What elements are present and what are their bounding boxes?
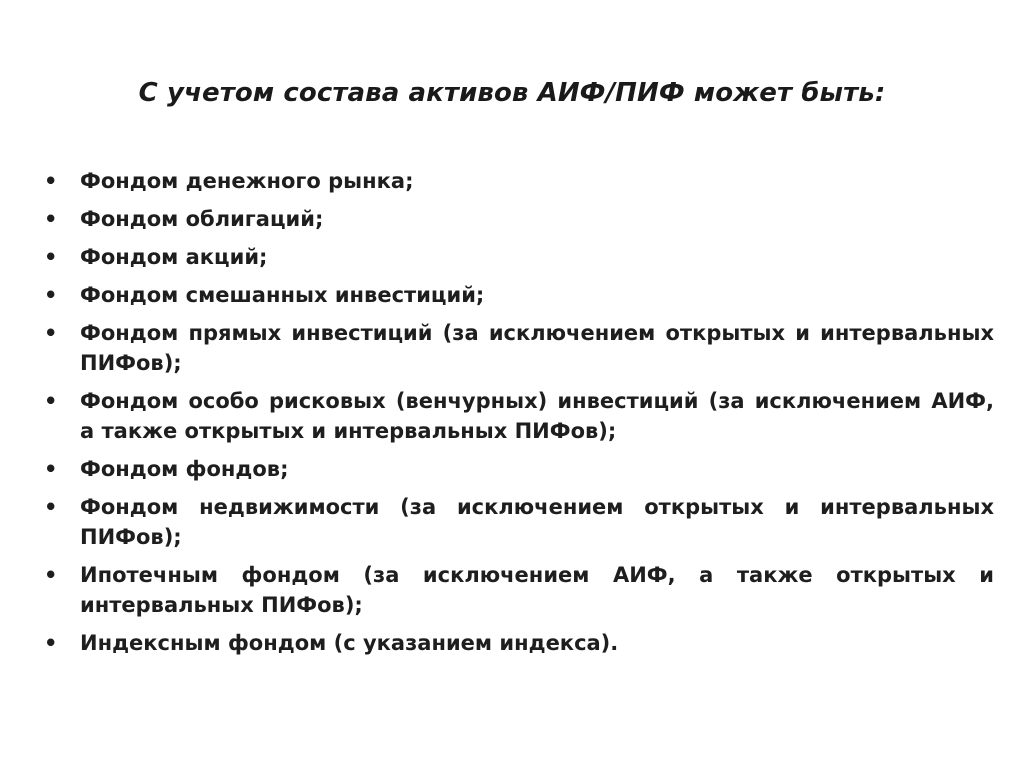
bullet-icon: • [44, 245, 58, 269]
list-item-text: Фондом особо рисковых (венчурных) инвестиций (за исключением АИФ, а также открытых и интервальных ПИФов); [80, 389, 994, 443]
slide-title: С учетом состава активов АИФ/ПИФ может быть: [138, 78, 886, 108]
bullet-icon: • [44, 563, 58, 587]
list-item-text: Фондом прямых инвестиций (за исключением открытых и интервальных ПИФов); [80, 321, 994, 375]
list-item-text: Фондом фондов; [80, 457, 289, 481]
list-item-text: Ипотечным фондом (за исключением АИФ, а также открытых и интервальных ПИФов); [80, 563, 994, 617]
list-item-text: Фондом акций; [80, 245, 268, 269]
bullet-icon: • [44, 321, 58, 345]
bullet-icon: • [44, 207, 58, 231]
list-item-text: Фондом денежного рынка; [80, 169, 414, 193]
bullet-icon: • [44, 283, 58, 307]
list-item [44, 318, 994, 378]
bullet-icon: • [44, 631, 58, 655]
list-item [44, 166, 994, 196]
list-item-text: Фондом недвижимости (за исключением открытых и интервальных ПИФов); [80, 495, 994, 549]
list-item [44, 560, 994, 620]
list-item-text: Индексным фондом (с указанием индекса). [80, 631, 619, 655]
list-item [44, 386, 994, 446]
bullet-icon: • [44, 169, 58, 193]
list-item [44, 242, 994, 272]
list-item [44, 454, 994, 484]
bullet-icon: • [44, 389, 58, 413]
list-item [44, 204, 994, 234]
list-item-text: Фондом облигаций; [80, 207, 324, 231]
list-item-text: Фондом смешанных инвестиций; [80, 283, 485, 307]
list-item [44, 280, 994, 310]
bullet-icon: • [44, 457, 58, 481]
bullet-icon: • [44, 495, 58, 519]
fund-types-list [44, 166, 994, 666]
list-item [44, 628, 994, 658]
list-item [44, 492, 994, 552]
